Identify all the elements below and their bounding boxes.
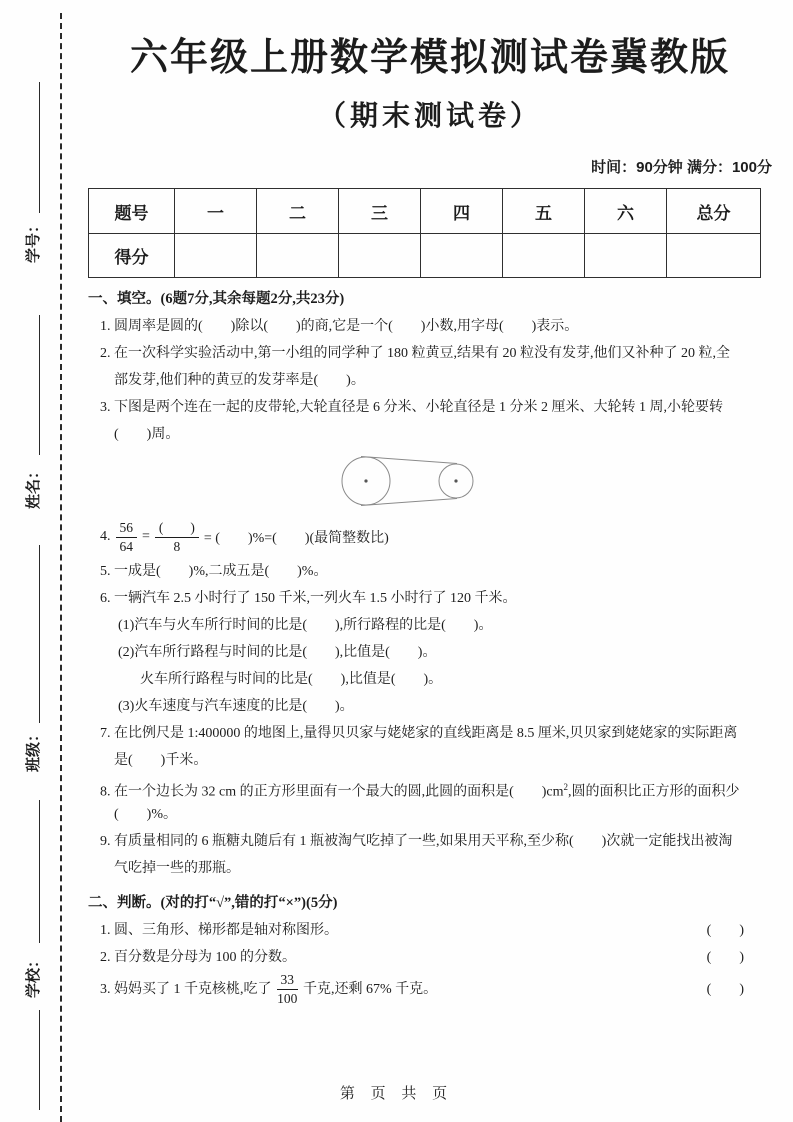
score-cell	[667, 234, 761, 278]
question-6: 6. 一辆汽车 2.5 小时行了 150 千米,一列火车 1.5 小时行了 120 千米。	[100, 591, 517, 606]
score-table-col: 一	[175, 189, 257, 234]
question-7-line2: 是( )千米。	[114, 753, 208, 768]
score-table-col: 四	[421, 189, 503, 234]
question-4-rest: = ( )%=( )(最简整数比)	[203, 531, 389, 546]
question-3-line2: ( )周。	[114, 427, 180, 442]
section1-heading: 一、填空。(6题7分,其余每题2分,共23分)	[88, 291, 345, 307]
score-cell	[175, 234, 257, 278]
answer-blank: ( )	[706, 981, 744, 997]
answer-blank: ( )	[706, 923, 744, 938]
judge-question-1: 1. 圆、三角形、梯形都是轴对称图形。 ( )	[88, 917, 772, 944]
student-info-blank-line	[39, 800, 40, 943]
score-cell	[503, 234, 585, 278]
question-9-line2: 气吃掉一些的那瓶。	[114, 861, 240, 876]
small-wheel-center-dot	[454, 479, 457, 482]
big-wheel-center-dot	[364, 479, 367, 482]
student-info-blank-line	[39, 545, 40, 723]
fraction-56-64: $\frac{56}{64}$	[116, 520, 138, 555]
judge-question-2: 2. 百分数是分母为 100 的分数。 ( )	[88, 944, 772, 971]
question-6-sub2-line2: 火车所行路程与时间的比是( ),比值是( )。	[140, 672, 443, 687]
question-3-line1: 3. 下图是两个连在一起的皮带轮,大轮直径是 6 分米、小轮直径是 1 分米 2 厘米、大轮转 1 周,小轮要转	[100, 400, 723, 415]
question-2-line2: 部发芽,他们种的黄豆的发芽率是( )。	[114, 373, 365, 388]
exam-title: 六年级上册数学模拟测试卷冀教版	[129, 37, 730, 79]
school-label: 学校：	[25, 952, 42, 998]
question-8-line2: ( )%。	[114, 807, 177, 822]
score-table-col: 五	[503, 189, 585, 234]
exam-subtitle: （期末测试卷）	[317, 100, 542, 131]
question-7-line1: 7. 在比例尺是 1:400000 的地图上,量得贝贝家与姥姥家的直线距离是 8.5 厘米,贝贝家到姥姥家的实际距离	[100, 726, 738, 741]
class-label: 班级：	[25, 726, 42, 772]
score-cell	[339, 234, 421, 278]
score-table-col: 二	[257, 189, 339, 234]
question-8-line1: 8. 在一个边长为 32 cm 的正方形里面有一个最大的圆,此圆的面积是( )$cm^2$,圆的面积比正方形的面积少	[100, 782, 740, 800]
pulley-diagram	[88, 448, 772, 516]
equals-sign: =	[142, 529, 150, 544]
score-table-col: 总分	[667, 189, 761, 234]
answer-blank: ( )	[706, 950, 744, 965]
page-footer: 第 页 共 页	[339, 1086, 454, 1102]
score-table-score-row	[89, 234, 761, 278]
question-6-sub3: (3)火车速度与汽车速度的比是( )。	[118, 699, 354, 714]
question-4	[88, 516, 772, 558]
score-cell	[421, 234, 503, 278]
judge-question-3: 3. 妈妈买了 1 千克核桃,吃了 $\frac{33}{100}$ 千克,还剩 67% 千克。 ( )	[100, 971, 744, 1006]
fraction-blank-8: $\frac{( )}{8}$	[155, 520, 199, 555]
student-name-label: 姓名：	[25, 463, 42, 509]
section2-heading: 二、判断。(对的打“√”,错的打“×”)(5分)	[88, 895, 338, 911]
fraction-33-100: $\frac{33}{100}$	[277, 971, 298, 1006]
score-table	[88, 188, 761, 278]
score-cell	[585, 234, 667, 278]
score-table-col: 三	[339, 189, 421, 234]
squared-superscript: 2	[563, 782, 569, 792]
score-table-corner: 题号	[89, 189, 175, 234]
score-table-col: 六	[585, 189, 667, 234]
question-5: 5. 一成是( )%,二成五是( )%。	[100, 564, 328, 579]
exam-content	[88, 0, 772, 1007]
question-6-sub1: (1)汽车与火车所行时间的比是( ),所行路程的比是( )。	[118, 618, 493, 633]
student-number-label: 学号：	[25, 217, 42, 263]
question-1: 1. 圆周率是圆的( )除以( )的商,它是一个( )小数,用字母( )表示。	[100, 319, 579, 334]
time-score-info: 时间：90分钟 满分：100分	[591, 159, 772, 176]
question-2-line1: 2. 在一次科学实验活动中,第一小组的同学种了 180 粒黄豆,结果有 20 粒没有发芽,他们又补种了 20 粒,全	[100, 346, 730, 361]
score-cell	[257, 234, 339, 278]
student-info-blank-line	[39, 82, 40, 213]
question-6-sub2-line1: (2)汽车所行路程与时间的比是( ),比值是( )。	[118, 645, 437, 660]
score-table-header-row	[89, 189, 761, 234]
student-info-blank-line	[39, 315, 40, 455]
seal-dashed-line	[60, 13, 62, 1122]
score-row-label: 得分	[89, 234, 175, 278]
question-9-line1: 9. 有质量相同的 6 瓶糖丸随后有 1 瓶被淘气吃掉了一些,如果用天平称,至少称( )次就一定能找出被淘	[100, 834, 733, 849]
question-4-number: 4.	[100, 529, 111, 544]
